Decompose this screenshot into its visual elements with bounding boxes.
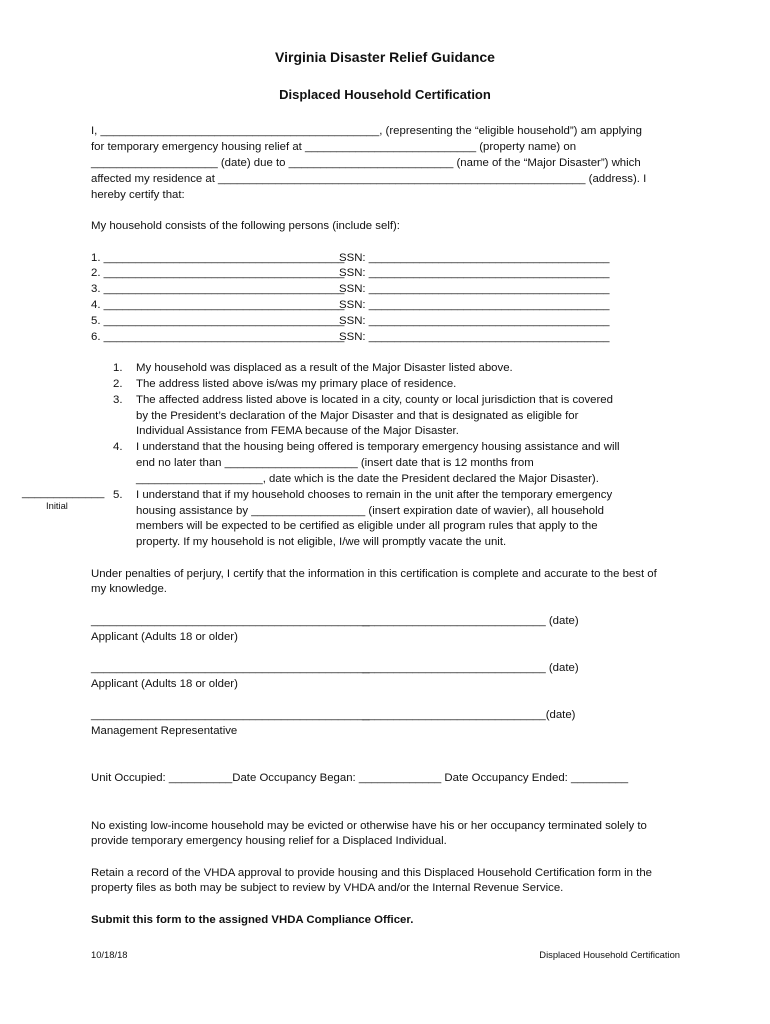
page-title: Virginia Disaster Relief Guidance <box>275 49 495 65</box>
statement-text: The affected address listed above is located in a city, county or local jurisdiction that is covered <box>136 394 613 406</box>
household-ssn-field[interactable]: SSN: ______________________________________ <box>339 267 610 279</box>
intro-line-2: for temporary emergency housing relief at ___________________________ (property name) on <box>91 141 577 153</box>
page-subtitle: Displaced Household Certification <box>279 87 491 102</box>
footer-doc-name: Displaced Household Certification <box>539 949 680 960</box>
signature-label: Management Representative <box>91 725 238 737</box>
household-ssn-field[interactable]: SSN: ______________________________________ <box>339 315 610 327</box>
intro-line-3: ____________________ (date) due to __________________________ (name of the “Major Disaster”) which <box>91 157 641 169</box>
submit-instruction: Submit this form to the assigned VHDA Compliance Officer. <box>91 914 414 926</box>
perjury-line-1: Under penalties of perjury, I certify that the information in this certification is complete and accurate to the best of <box>91 568 657 580</box>
perjury-line-2: my knowledge. <box>91 583 167 595</box>
signature-label: Applicant (Adults 18 or older) <box>91 678 238 690</box>
household-ssn-field[interactable]: SSN: ______________________________________ <box>339 283 610 295</box>
signature-label: Applicant (Adults 18 or older) <box>91 631 238 643</box>
household-name-field[interactable]: 4. ______________________________________ <box>91 299 345 311</box>
statement-text: housing assistance by __________________ (insert expiration date of wavier), all household <box>136 505 604 517</box>
applicant-date-field[interactable]: _____________________________ (date) <box>362 662 579 674</box>
statement-number: 2. <box>113 378 123 390</box>
statement-text: I understand that if my household chooses to remain in the unit after the temporary emergency <box>136 489 613 501</box>
retain-line-1: Retain a record of the VHDA approval to provide housing and this Displaced Household Certification form in the <box>91 867 652 879</box>
household-name-field[interactable]: 3. ______________________________________ <box>91 283 345 295</box>
household-ssn-field[interactable]: SSN: ______________________________________ <box>339 299 610 311</box>
applicant-signature-field[interactable]: ____________________________________________ <box>91 662 370 674</box>
occupancy-fields[interactable]: Unit Occupied: __________Date Occupancy Began: _____________ Date Occupancy Ended: _________ <box>91 772 629 784</box>
statement-number: 5. <box>113 489 123 501</box>
applicant-signature-field[interactable]: ____________________________________________ <box>91 615 370 627</box>
management-date-field[interactable]: _____________________________(date) <box>362 709 576 721</box>
intro-line-4: affected my residence at __________________________________________________________ (address). I <box>91 173 647 185</box>
statement-text: by the President’s declaration of the Major Disaster and that is designated as eligible for <box>136 410 579 422</box>
statement-text: ____________________, date which is the date the President declared the Major Disaster). <box>136 473 599 485</box>
statement-number: 1. <box>113 362 123 374</box>
household-ssn-field[interactable]: SSN: ______________________________________ <box>339 252 610 264</box>
household-name-field[interactable]: 5. ______________________________________ <box>91 315 345 327</box>
initial-label: Initial <box>46 500 68 511</box>
statement-text: property. If my household is not eligible, I/we will promptly vacate the unit. <box>136 536 507 548</box>
household-name-field[interactable]: 1. ______________________________________ <box>91 252 345 264</box>
statement-text: members will be expected to be certified as eligible under all program rules that apply to the <box>136 520 598 532</box>
statement-text: My household was displaced as a result of the Major Disaster listed above. <box>136 362 513 374</box>
statement-text: end no later than _____________________ (insert date that is 12 months from <box>136 457 534 469</box>
household-heading: My household consists of the following persons (include self): <box>91 220 400 232</box>
notice-line-1: No existing low-income household may be evicted or otherwise have his or her occupancy terminated solely to <box>91 820 647 832</box>
statement-text: I understand that the housing being offered is temporary emergency housing assistance and will <box>136 441 620 453</box>
initial-field[interactable]: _____________ <box>22 487 105 499</box>
intro-line-5: hereby certify that: <box>91 189 185 201</box>
statement-text: The address listed above is/was my primary place of residence. <box>136 378 457 390</box>
statement-text: Individual Assistance from FEMA because of the Major Disaster. <box>136 425 459 437</box>
applicant-date-field[interactable]: _____________________________ (date) <box>362 615 579 627</box>
footer-date: 10/18/18 <box>91 949 128 960</box>
intro-line-1: I, ____________________________________________, (representing the “eligible household”) am applying <box>91 125 642 137</box>
notice-line-2: provide temporary emergency housing relief for a Displaced Individual. <box>91 835 447 847</box>
statement-number: 4. <box>113 441 123 453</box>
management-signature-field[interactable]: ____________________________________________ <box>91 709 370 721</box>
household-name-field[interactable]: 2. ______________________________________ <box>91 267 345 279</box>
statement-number: 3. <box>113 394 123 406</box>
household-ssn-field[interactable]: SSN: ______________________________________ <box>339 331 610 343</box>
household-name-field[interactable]: 6. ______________________________________ <box>91 331 345 343</box>
retain-line-2: property files as both may be subject to review by VHDA and/or the Internal Revenue Service. <box>91 882 564 894</box>
